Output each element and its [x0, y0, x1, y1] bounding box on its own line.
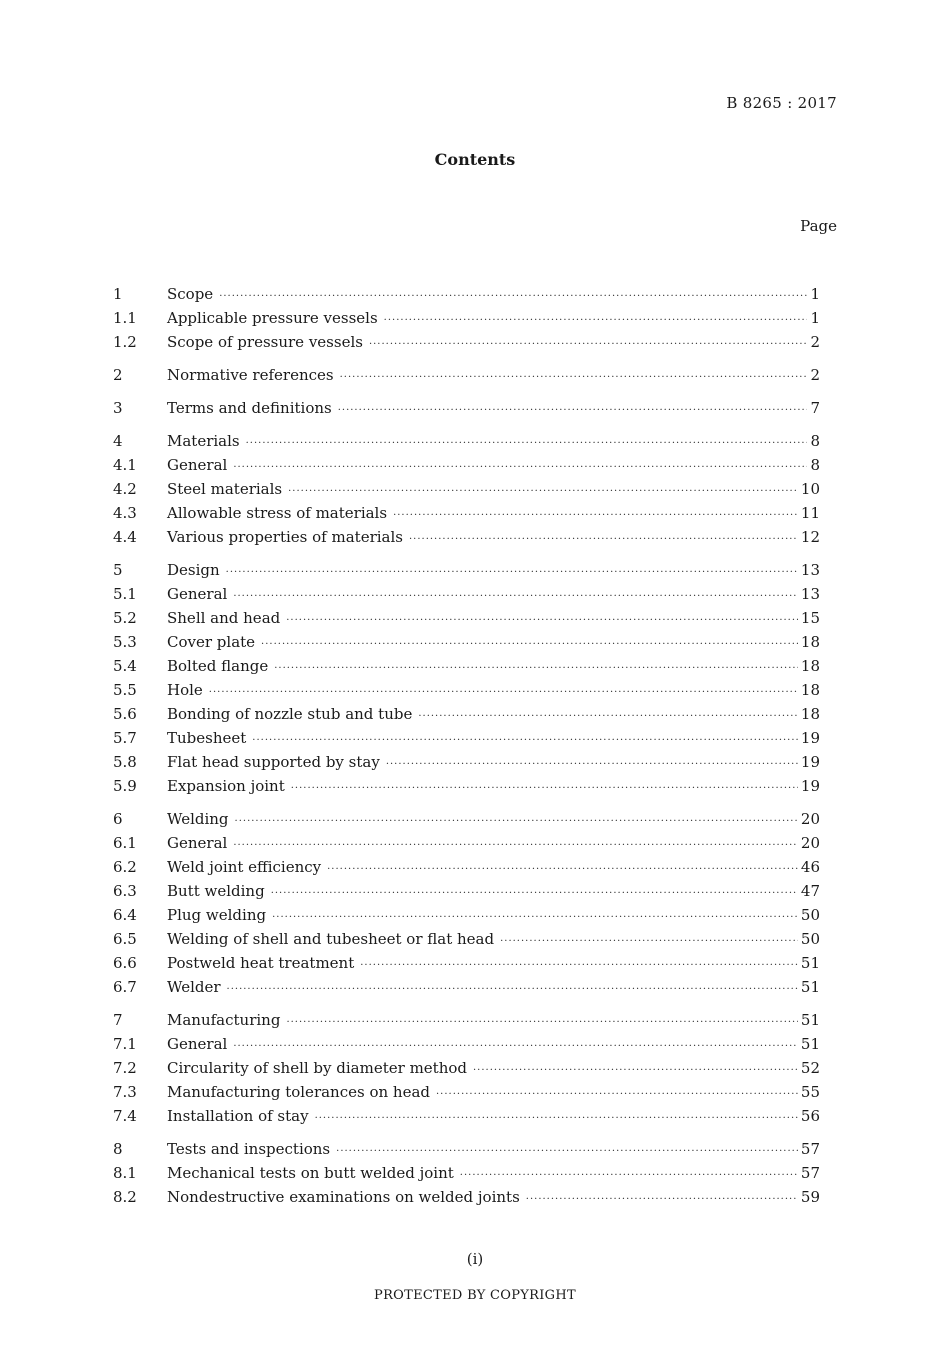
toc-entry[interactable] [113, 501, 820, 525]
toc-entry-number: 8.1 [113, 1164, 137, 1182]
toc-entry-number: 4 [113, 432, 123, 450]
toc-entry-title: Mechanical tests on butt welded joint [167, 1164, 454, 1182]
dot-leader [271, 882, 798, 906]
toc-entry-number: 6.1 [113, 834, 137, 852]
toc-entry[interactable] [113, 396, 820, 420]
toc-entry-title: Nondestructive examinations on welded joints [167, 1188, 520, 1206]
dot-leader [233, 456, 807, 480]
dot-leader [369, 333, 808, 357]
dot-leader [274, 657, 798, 681]
toc-entry-title: Allowable stress of materials [167, 504, 388, 522]
toc-entry[interactable] [113, 879, 820, 903]
dot-leader [526, 1188, 798, 1212]
toc-entry[interactable] [113, 855, 820, 879]
toc-entry-page: 46 [800, 858, 820, 876]
page-column-heading: Page [800, 217, 837, 235]
toc-entry-page: 2 [810, 333, 820, 351]
toc-section [113, 1008, 820, 1128]
toc-section [113, 1137, 820, 1209]
toc-entry-title: General [167, 834, 228, 852]
toc-entry[interactable] [113, 306, 820, 330]
toc-entry-number: 5.5 [113, 681, 137, 699]
toc-entry-page: 12 [800, 528, 820, 546]
toc-entry-page: 1 [810, 309, 820, 327]
toc-entry-title: Bolted flange [167, 657, 269, 675]
toc-entry-title: Steel materials [167, 480, 283, 498]
toc-entry-number: 7.3 [113, 1083, 137, 1101]
toc-entry-title: Circularity of shell by diameter method [167, 1059, 467, 1077]
dot-leader [360, 954, 798, 978]
toc-entry-number: 1 [113, 285, 123, 303]
toc-entry-number: 4.2 [113, 480, 137, 498]
toc-entry-page: 19 [800, 777, 820, 795]
toc-entry-page: 19 [800, 753, 820, 771]
toc-entry-title: Materials [167, 432, 240, 450]
toc-entry-page: 19 [800, 729, 820, 747]
toc-entry-title: General [167, 1035, 228, 1053]
toc-entry-page: 1 [810, 285, 820, 303]
toc-entry-number: 5.4 [113, 657, 137, 675]
toc-entry-number: 5.1 [113, 585, 137, 603]
toc-entry-page: 51 [800, 1011, 820, 1029]
dot-leader [286, 609, 798, 633]
toc-entry[interactable] [113, 1032, 820, 1056]
toc-entry[interactable] [113, 1137, 820, 1161]
toc-entry-page: 15 [800, 609, 820, 627]
toc-entry-page: 50 [800, 906, 820, 924]
toc-entry-number: 7.2 [113, 1059, 137, 1077]
dot-leader [233, 585, 798, 609]
dot-leader [246, 432, 808, 456]
toc-entry-page: 56 [800, 1107, 820, 1125]
dot-leader [327, 858, 798, 882]
toc-entry[interactable] [113, 1008, 820, 1032]
toc-entry-number: 2 [113, 366, 123, 384]
toc-entry-page: 10 [800, 480, 820, 498]
toc-entry[interactable] [113, 363, 820, 387]
page-title: Contents [434, 150, 516, 169]
toc-entry-page: 50 [800, 930, 820, 948]
toc-entry-page: 57 [800, 1140, 820, 1158]
dot-leader [436, 1083, 798, 1107]
toc-entry-number: 8 [113, 1140, 123, 1158]
toc-entry[interactable] [113, 807, 820, 831]
toc-entry-number: 6 [113, 810, 123, 828]
toc-entry-title: Design [167, 561, 220, 579]
toc-entry-number: 5.2 [113, 609, 137, 627]
toc-entry[interactable] [113, 429, 820, 453]
toc-entry-title: Weld joint efficiency [167, 858, 322, 876]
toc-entry-title: Manufacturing [167, 1011, 281, 1029]
toc-entry-number: 7.4 [113, 1107, 137, 1125]
toc-section [113, 558, 820, 798]
toc-entry-number: 6.7 [113, 978, 137, 996]
dot-leader [227, 978, 798, 1002]
toc-entry-number: 5.9 [113, 777, 137, 795]
toc-entry-number: 5.6 [113, 705, 137, 723]
toc-entry-number: 8.2 [113, 1188, 137, 1206]
toc-entry-number: 6.5 [113, 930, 137, 948]
toc-entry[interactable] [113, 702, 820, 726]
toc-entry-page: 18 [800, 705, 820, 723]
toc-entry[interactable] [113, 582, 820, 606]
toc-entry-number: 6.6 [113, 954, 137, 972]
toc-entry-title: Installation of stay [167, 1107, 309, 1125]
toc-section [113, 363, 820, 387]
dot-leader [235, 810, 798, 834]
toc-entry[interactable] [113, 606, 820, 630]
toc-entry-title: Plug welding [167, 906, 267, 924]
toc-entry[interactable] [113, 975, 820, 999]
toc-entry[interactable] [113, 726, 820, 750]
toc-entry-page: 59 [800, 1188, 820, 1206]
page-folio: (i) [466, 1250, 484, 1268]
toc-entry[interactable] [113, 1080, 820, 1104]
toc-entry-page: 20 [800, 834, 820, 852]
toc-entry-title: Tests and inspections [167, 1140, 331, 1158]
toc-entry-title: Welding [167, 810, 229, 828]
toc-entry-number: 5.3 [113, 633, 137, 651]
toc-entry-title: Tubesheet [167, 729, 247, 747]
dot-leader [409, 528, 798, 552]
dot-leader [340, 366, 808, 390]
toc-entry[interactable] [113, 774, 820, 798]
toc-entry-title: Bonding of nozzle stub and tube [167, 705, 413, 723]
toc-entry-page: 55 [800, 1083, 820, 1101]
toc-entry[interactable] [113, 678, 820, 702]
toc-entry-page: 13 [800, 585, 820, 603]
standard-number: B 8265 : 2017 [726, 94, 837, 112]
toc-entry-page: 8 [810, 432, 820, 450]
toc-entry-page: 8 [810, 456, 820, 474]
toc-section [113, 807, 820, 999]
toc-entry-number: 5.7 [113, 729, 137, 747]
dot-leader [261, 633, 798, 657]
toc-entry-title: Butt welding [167, 882, 265, 900]
toc-entry-title: General [167, 585, 228, 603]
toc-entry-number: 4.4 [113, 528, 137, 546]
toc-entry-title: Expansion joint [167, 777, 285, 795]
toc-entry-page: 20 [800, 810, 820, 828]
toc-entry-title: Applicable pressure vessels [167, 309, 378, 327]
toc-entry-page: 13 [800, 561, 820, 579]
dot-leader [500, 930, 798, 954]
toc-entry-title: Postweld heat treatment [167, 954, 355, 972]
toc-entry-title: Welder [167, 978, 221, 996]
toc-entry[interactable] [113, 951, 820, 975]
toc-entry-number: 4.3 [113, 504, 137, 522]
toc-entry[interactable] [113, 330, 820, 354]
toc-section [113, 282, 820, 354]
toc-entry[interactable] [113, 453, 820, 477]
toc-entry-page: 51 [800, 978, 820, 996]
toc-entry[interactable] [113, 903, 820, 927]
dot-leader [286, 1011, 797, 1035]
toc-entry-title: Manufacturing tolerances on head [167, 1083, 430, 1101]
toc-entry-page: 18 [800, 633, 820, 651]
toc-entry[interactable] [113, 558, 820, 582]
toc-entry-page: 52 [800, 1059, 820, 1077]
toc-entry[interactable] [113, 525, 820, 549]
toc-entry-title: Normative references [167, 366, 334, 384]
toc-section [113, 429, 820, 549]
dot-leader [338, 399, 808, 423]
dot-leader [473, 1059, 798, 1083]
toc-entry-page: 7 [810, 399, 820, 417]
dot-leader [315, 1107, 798, 1131]
toc-entry-title: Various properties of materials [167, 528, 403, 546]
toc-entry[interactable] [113, 750, 820, 774]
toc-entry-page: 51 [800, 1035, 820, 1053]
toc-entry[interactable] [113, 1185, 820, 1209]
toc-entry-number: 6.4 [113, 906, 137, 924]
toc-entry-title: Scope of pressure vessels [167, 333, 363, 351]
toc-entry-number: 6.2 [113, 858, 137, 876]
toc-entry-title: Hole [167, 681, 203, 699]
toc-entry-number: 4.1 [113, 456, 137, 474]
table-of-contents [113, 282, 820, 1218]
toc-entry-page: 18 [800, 657, 820, 675]
dot-leader [418, 705, 798, 729]
toc-section [113, 396, 820, 420]
toc-entry-title: Cover plate [167, 633, 256, 651]
toc-entry[interactable] [113, 477, 820, 501]
toc-entry-title: Terms and definitions [167, 399, 332, 417]
toc-entry-title: General [167, 456, 228, 474]
toc-entry[interactable] [113, 282, 820, 306]
toc-entry[interactable] [113, 1104, 820, 1128]
toc-entry[interactable] [113, 927, 820, 951]
toc-entry-title: Flat head supported by stay [167, 753, 380, 771]
toc-entry-page: 11 [800, 504, 820, 522]
toc-entry-page: 47 [800, 882, 820, 900]
toc-entry[interactable] [113, 1161, 820, 1185]
toc-entry-page: 57 [800, 1164, 820, 1182]
toc-entry-page: 18 [800, 681, 820, 699]
toc-entry-number: 1.2 [113, 333, 137, 351]
toc-entry[interactable] [113, 630, 820, 654]
toc-entry[interactable] [113, 831, 820, 855]
toc-entry-number: 3 [113, 399, 123, 417]
toc-entry-title: Welding of shell and tubesheet or flat head [167, 930, 495, 948]
toc-entry[interactable] [113, 1056, 820, 1080]
toc-entry-number: 1.1 [113, 309, 137, 327]
toc-entry-page: 2 [810, 366, 820, 384]
dot-leader [384, 309, 808, 333]
toc-entry[interactable] [113, 654, 820, 678]
toc-entry-page: 51 [800, 954, 820, 972]
dot-leader [386, 753, 798, 777]
copyright-footer: PROTECTED BY COPYRIGHT [374, 1288, 576, 1303]
toc-entry-title: Scope [167, 285, 214, 303]
toc-entry-number: 6.3 [113, 882, 137, 900]
toc-entry-title: Shell and head [167, 609, 281, 627]
toc-entry-number: 5.8 [113, 753, 137, 771]
toc-entry-number: 5 [113, 561, 123, 579]
dot-leader [226, 561, 798, 585]
toc-entry-number: 7.1 [113, 1035, 137, 1053]
dot-leader [393, 504, 798, 528]
toc-entry-number: 7 [113, 1011, 123, 1029]
dot-leader [291, 777, 798, 801]
